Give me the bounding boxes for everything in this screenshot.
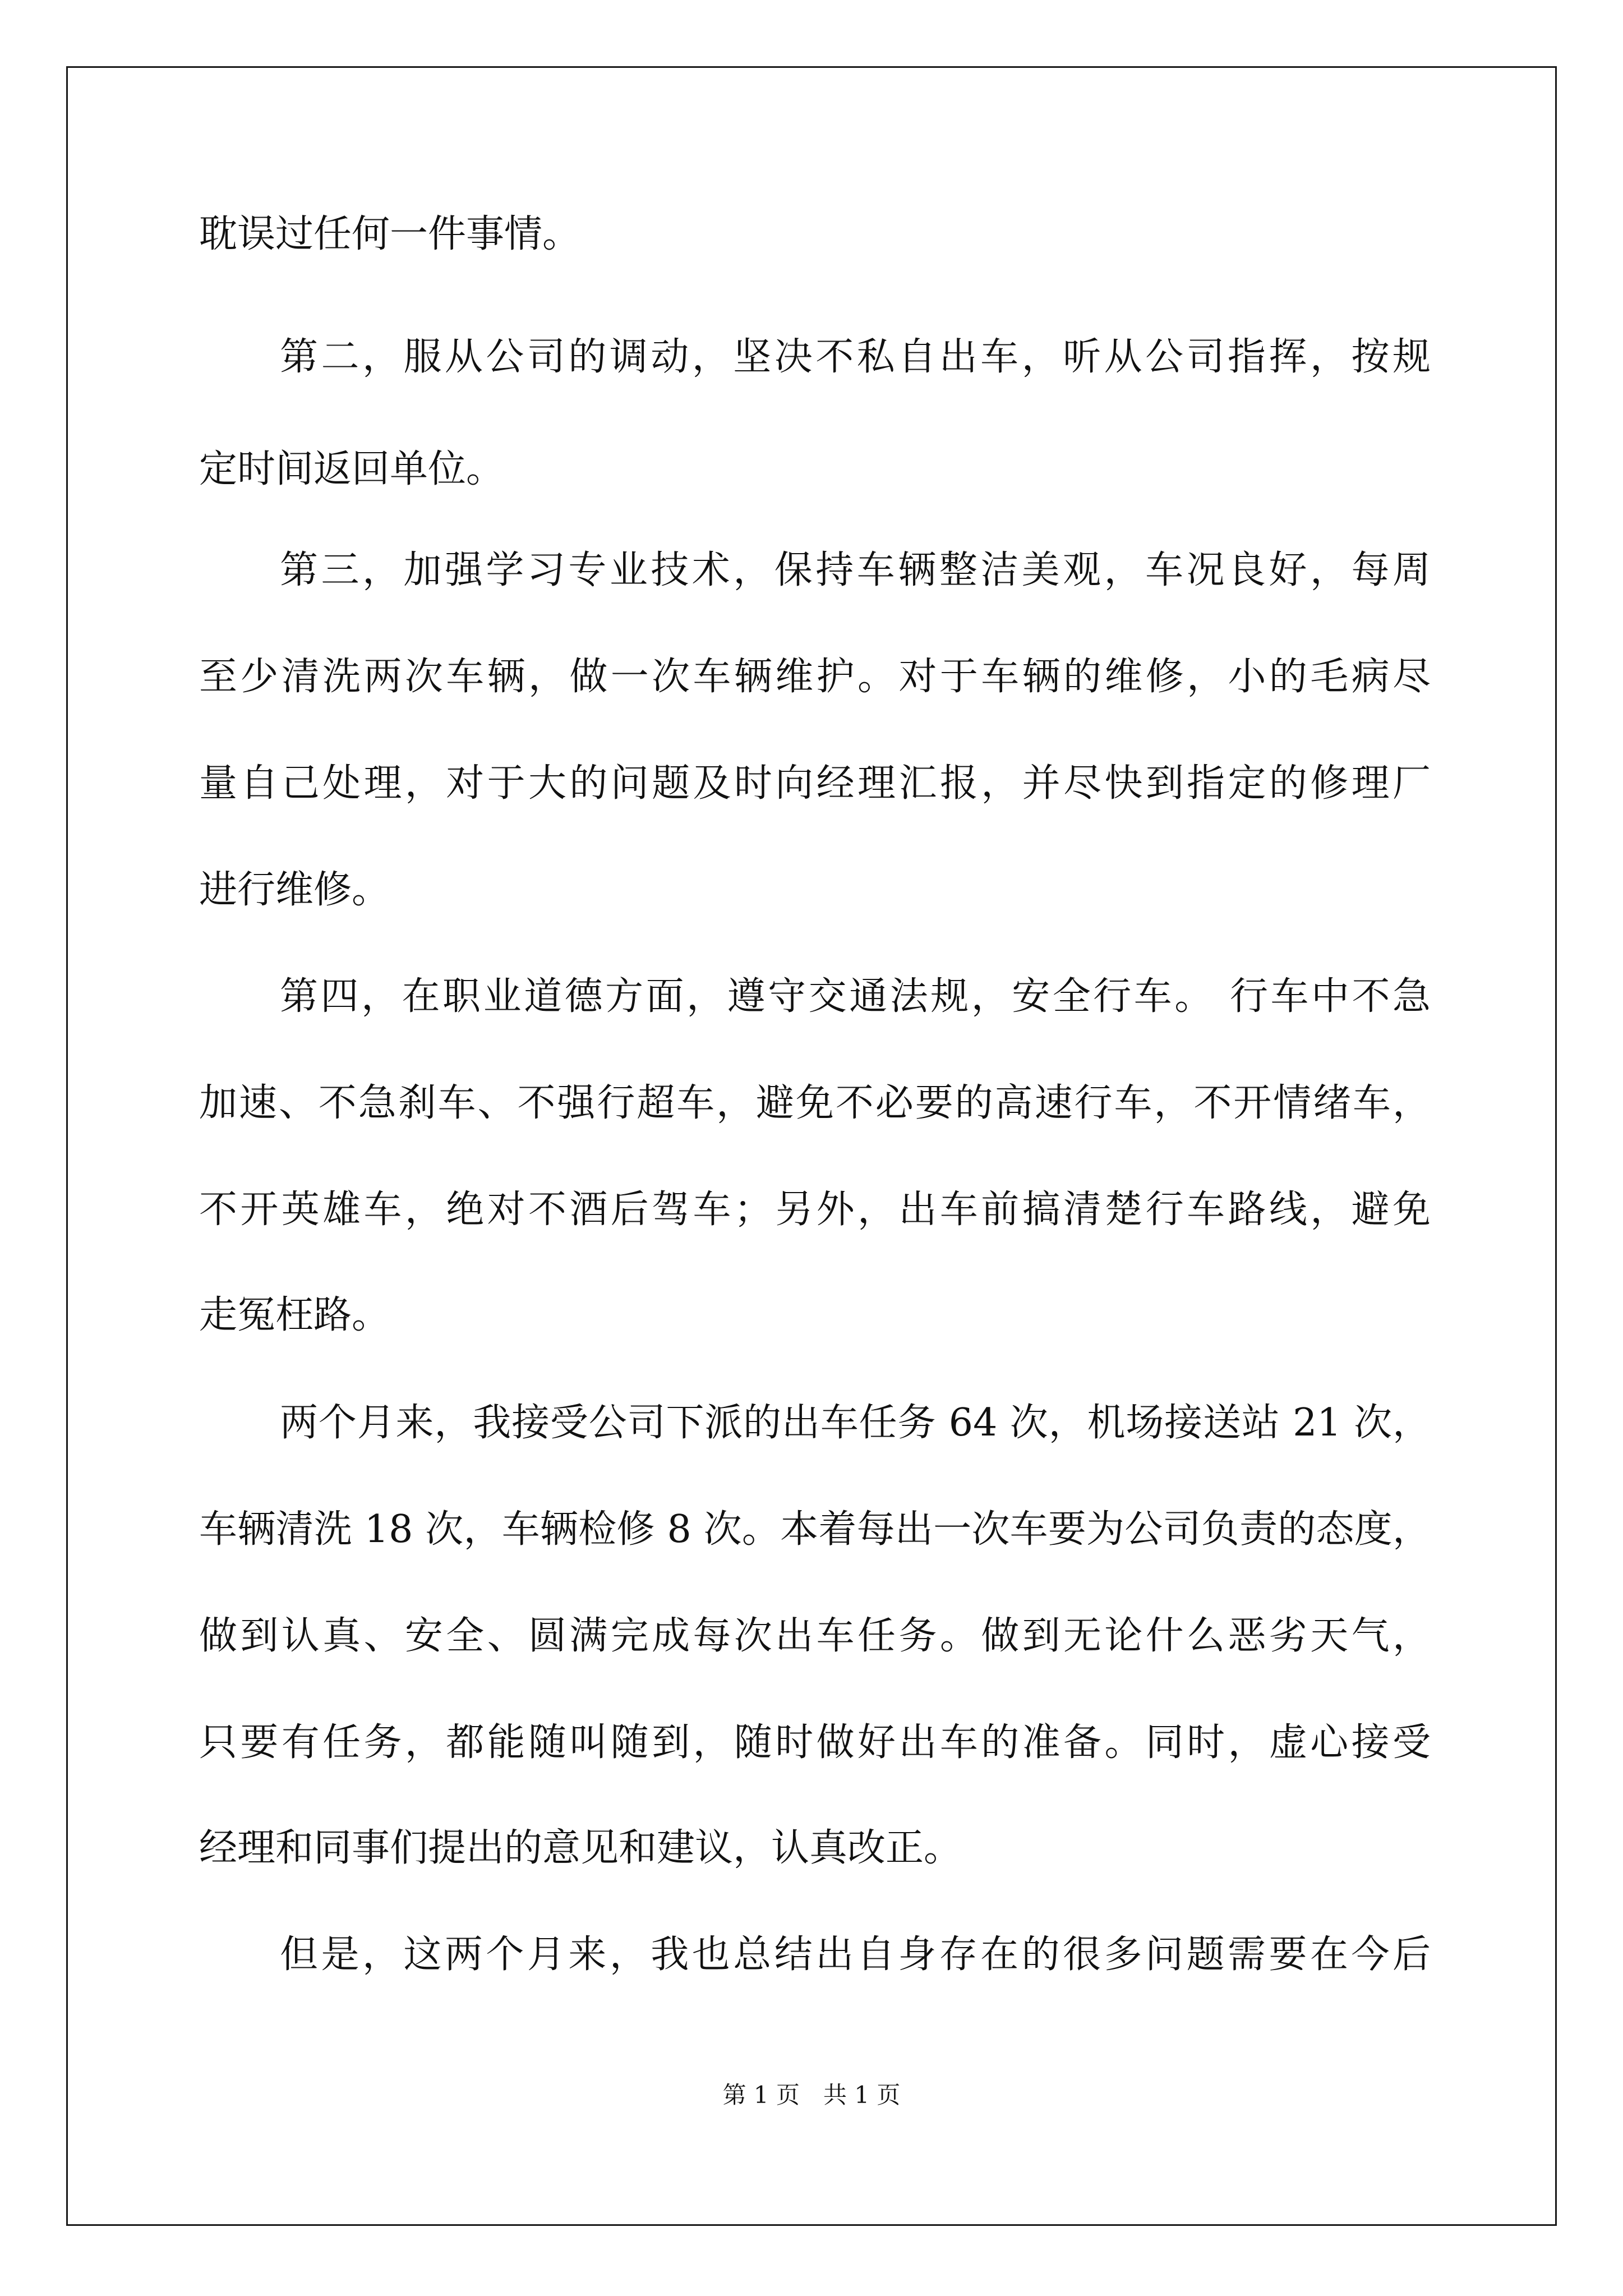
text-line: 两个月来，我接受公司下派的出车任务 64 次，机场接送站 21 次， [280,1401,1431,1445]
text-line: 走冤枉路。 [199,1293,390,1337]
text-line: 车辆清洗 18 次，车辆检修 8 次。本着每出一次车要为公司负责的态度， [199,1507,1431,1552]
text-line: 做到认真、安全、圆满完成每次出车任务。做到无论什么恶劣天气， [199,1614,1431,1658]
page-border [66,66,1557,2226]
text-line: 第二，服从公司的调动，坚决不私自出车，听从公司指挥，按规 [280,335,1431,379]
text-line: 量自己处理，对于大的问题及时向经理汇报，并尽快到指定的修理厂 [199,761,1431,806]
text-line: 第四，在职业道德方面，遵守交通法规，安全行车。 行车中不急 [280,974,1431,1019]
page-footer [0,2079,1623,2111]
text-line: 第三，加强学习专业技术，保持车辆整洁美观，车况良好，每周 [280,548,1431,592]
page-total: 共 1 页 [823,2081,901,2109]
text-line: 经理和同事们提出的意见和建议，认真改正。 [199,1826,962,1870]
text-line: 耽误过任何一件事情。 [199,212,581,256]
page-number: 第 1 页 [722,2081,800,2109]
text-line: 只要有任务，都能随叫随到，随时做好出车的准备。同时，虚心接受 [199,1720,1431,1765]
text-line: 不开英雄车，绝对不酒后驾车；另外，出车前搞清楚行车路线，避免 [199,1188,1431,1232]
text-line: 定时间返回单位。 [199,447,505,491]
text-line: 进行维修。 [199,868,390,912]
text-line: 但是，这两个月来，我也总结出自身存在的很多问题需要在今后 [280,1932,1431,1977]
text-line: 至少清洗两次车辆，做一次车辆维护。对于车辆的维修，小的毛病尽 [199,655,1431,699]
text-line: 加速、不急刹车、不强行超车，避免不必要的高速行车，不开情绪车， [199,1081,1431,1125]
